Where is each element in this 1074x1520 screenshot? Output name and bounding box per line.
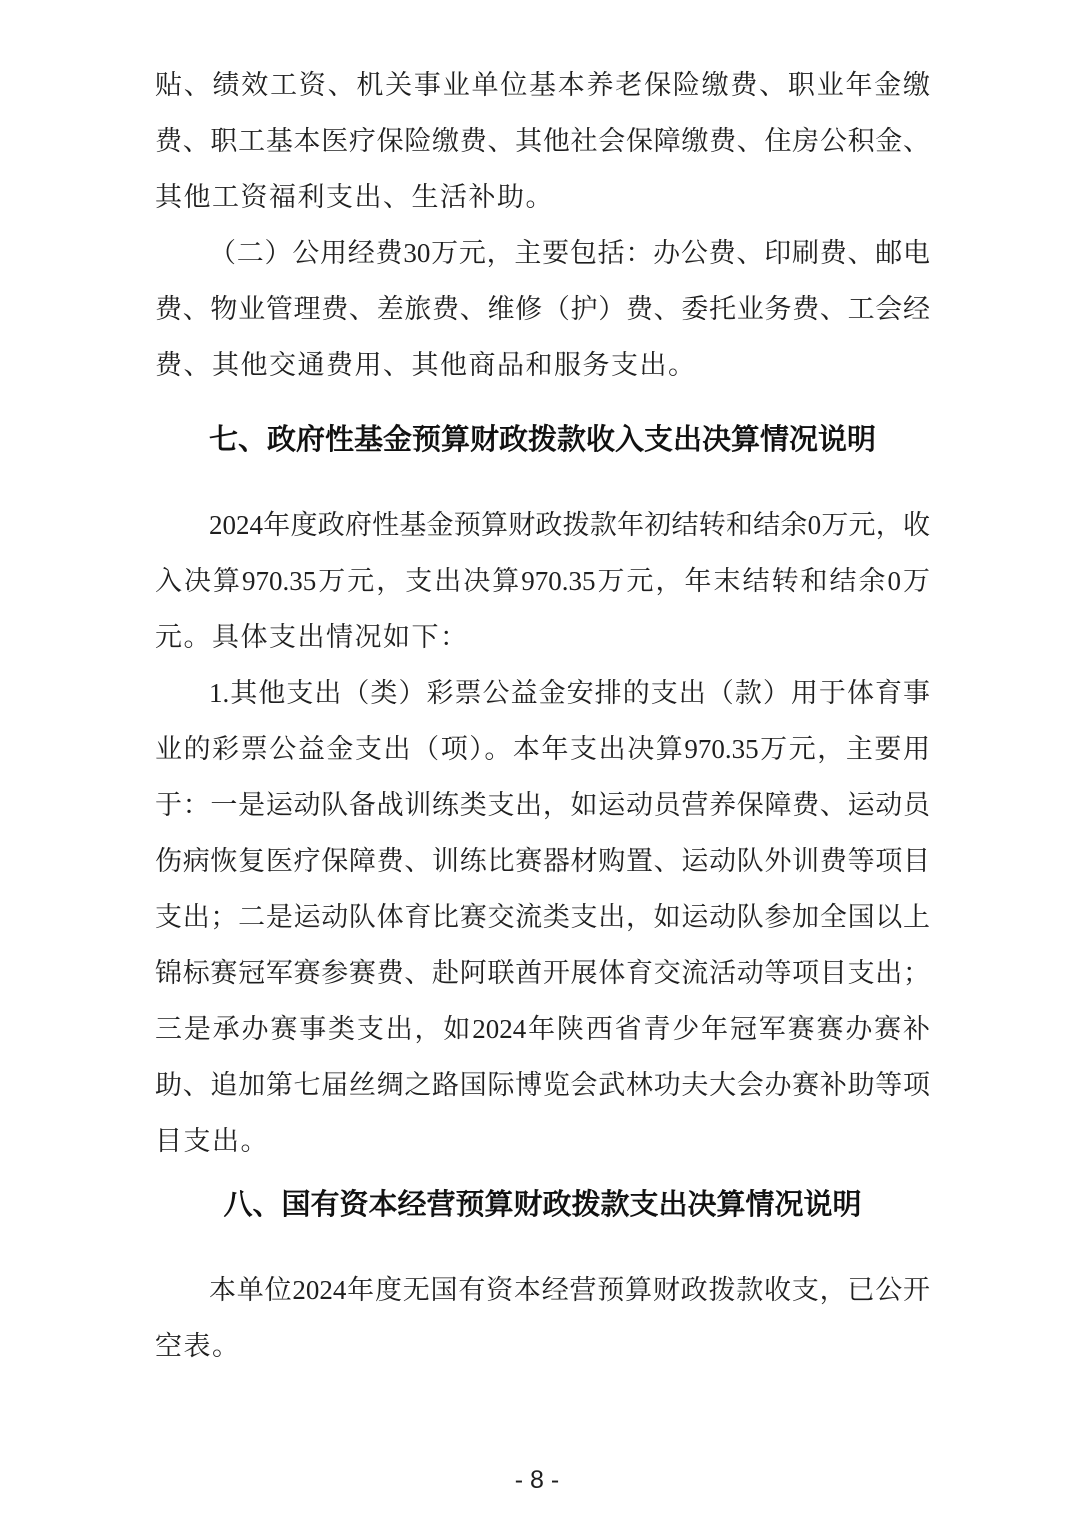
paragraph-line: （二）公用经费30万元，主要包括：办公费、印刷费、邮电 [209,238,930,268]
paragraph-line: 费、职工基本医疗保险缴费、其他社会保障缴费、住房公积金、 [155,126,930,156]
section-heading-8: 八、国有资本经营预算财政拨款支出决算情况说明 [223,1189,862,1221]
paragraph-line: 2024年度政府性基金预算财政拨款年初结转和结余0万元，收 [209,510,930,540]
document-body [155,57,930,1374]
page-number: - 8 - [514,1466,560,1494]
paragraph-line: 伤病恢复医疗保障费、训练比赛器材购置、运动队外训费等项目 [155,846,930,876]
paragraph-govfund-summary [155,497,930,665]
paragraph-line: 支出；二是运动队体育比赛交流类支出，如运动队参加全国以上 [155,902,930,932]
paragraph-line: 本单位2024年度无国有资本经营预算财政拨款收支，已公开 [209,1275,930,1305]
paragraph-state-capital [155,1262,930,1374]
paragraph-line: 费、其他交通费用、其他商品和服务支出。 [155,350,697,380]
paragraph-line: 费、物业管理费、差旅费、维修（护）费、委托业务费、工会经 [155,294,930,324]
paragraph-line: 目支出。 [155,1126,269,1156]
paragraph-line: 其他工资福利支出、生活补助。 [155,182,554,212]
paragraph-line: 于：一是运动队备战训练类支出，如运动员营养保障费、运动员 [155,790,930,820]
paragraph-line: 空表。 [155,1331,241,1361]
paragraph-line: 元。具体支出情况如下： [155,622,469,652]
paragraph-line: 锦标赛冠军赛参赛费、赴阿联酋开展体育交流活动等项目支出； [155,958,930,988]
paragraph-line: 入决算970.35万元，支出决算970.35万元，年末结转和结余0万 [155,566,930,596]
paragraph-line: 1.其他支出（类）彩票公益金安排的支出（款）用于体育事 [209,678,930,708]
paragraph-line: 贴、绩效工资、机关事业单位基本养老保险缴费、职业年金缴 [155,70,930,100]
section-heading-7: 七、政府性基金预算财政拨款收入支出决算情况说明 [208,424,876,456]
paragraph-line: 业的彩票公益金支出（项）。本年支出决算970.35万元，主要用 [155,734,930,764]
paragraph-public-expense [155,225,930,393]
paragraph-lottery-detail [155,665,930,1169]
paragraph-wage-benefits-continuation [155,57,930,225]
paragraph-line: 助、追加第七届丝绸之路国际博览会武林功夫大会办赛补助等项 [155,1070,930,1100]
paragraph-line: 三是承办赛事类支出，如2024年陕西省青少年冠军赛赛办赛补 [155,1014,930,1044]
